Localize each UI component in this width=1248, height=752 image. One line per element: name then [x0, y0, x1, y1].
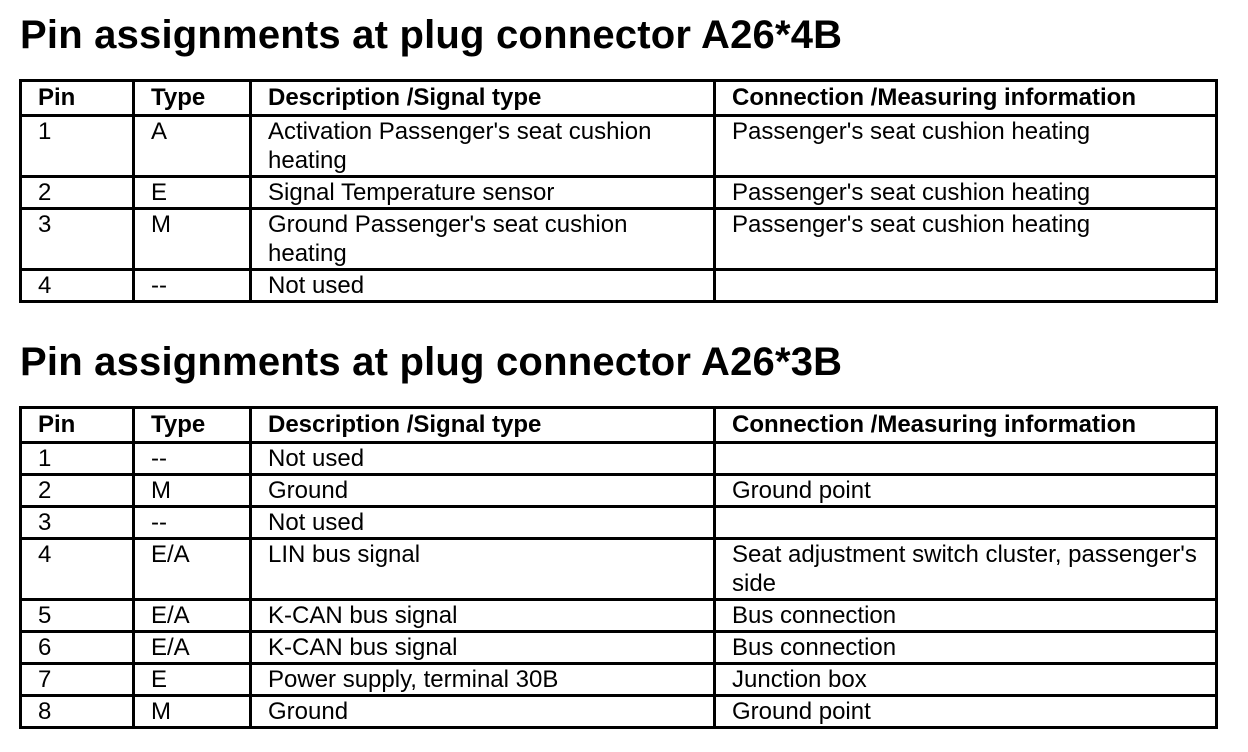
description-cell: LIN bus signal	[251, 539, 715, 600]
description-cell: Signal Temperature sensor	[251, 177, 715, 209]
pin-cell: 5	[21, 600, 134, 632]
type-cell: --	[134, 443, 251, 475]
pin-cell: 4	[21, 539, 134, 600]
table-row	[21, 116, 1217, 177]
description-cell: Activation Passenger's seat cushion heating	[251, 116, 715, 177]
connection-cell: Bus connection	[715, 632, 1217, 664]
connection-cell: Bus connection	[715, 600, 1217, 632]
connection-cell	[715, 507, 1217, 539]
type-cell: --	[134, 507, 251, 539]
type-cell: E/A	[134, 600, 251, 632]
table-row	[21, 507, 1217, 539]
connection-cell: Passenger's seat cushion heating	[715, 177, 1217, 209]
description-cell: Ground	[251, 475, 715, 507]
table-row	[21, 177, 1217, 209]
description-cell: Power supply, terminal 30B	[251, 664, 715, 696]
type-cell: --	[134, 270, 251, 302]
connection-cell	[715, 443, 1217, 475]
column-header-pin: Pin	[21, 81, 134, 116]
pin-cell: 3	[21, 209, 134, 270]
type-cell: E	[134, 664, 251, 696]
column-header-type: Type	[134, 81, 251, 116]
type-cell: M	[134, 209, 251, 270]
type-cell: E/A	[134, 632, 251, 664]
pin-cell: 4	[21, 270, 134, 302]
description-cell: Ground Passenger's seat cushion heating	[251, 209, 715, 270]
table-row	[21, 664, 1217, 696]
column-header-type: Type	[134, 408, 251, 443]
section-title-a26-3b: Pin assignments at plug connector A26*3B	[20, 340, 843, 384]
column-header-description: Description /Signal type	[251, 408, 715, 443]
table-row	[21, 475, 1217, 507]
type-cell: E	[134, 177, 251, 209]
pin-table-a26-3b	[19, 406, 1218, 729]
pin-cell: 3	[21, 507, 134, 539]
pin-cell: 1	[21, 116, 134, 177]
connection-cell	[715, 270, 1217, 302]
table-row	[21, 443, 1217, 475]
type-cell: A	[134, 116, 251, 177]
description-cell: Ground	[251, 696, 715, 728]
table-row	[21, 696, 1217, 728]
column-header-pin: Pin	[21, 408, 134, 443]
pin-cell: 2	[21, 177, 134, 209]
table-header-row	[21, 81, 1217, 116]
column-header-description: Description /Signal type	[251, 81, 715, 116]
pin-cell: 6	[21, 632, 134, 664]
type-cell: M	[134, 475, 251, 507]
table-row	[21, 209, 1217, 270]
connection-cell: Passenger's seat cushion heating	[715, 209, 1217, 270]
connection-cell: Seat adjustment switch cluster, passenger's side	[715, 539, 1217, 600]
type-cell: E/A	[134, 539, 251, 600]
pin-cell: 8	[21, 696, 134, 728]
column-header-connection: Connection /Measuring information	[715, 81, 1217, 116]
table-row	[21, 270, 1217, 302]
description-cell: Not used	[251, 507, 715, 539]
connection-cell: Ground point	[715, 475, 1217, 507]
description-cell: Not used	[251, 443, 715, 475]
description-cell: K-CAN bus signal	[251, 632, 715, 664]
type-cell: M	[134, 696, 251, 728]
connection-cell: Ground point	[715, 696, 1217, 728]
table-header-row	[21, 408, 1217, 443]
table-row	[21, 539, 1217, 600]
connection-cell: Junction box	[715, 664, 1217, 696]
section-title-a26-4b: Pin assignments at plug connector A26*4B	[20, 13, 843, 57]
table-row	[21, 632, 1217, 664]
column-header-connection: Connection /Measuring information	[715, 408, 1217, 443]
table-row	[21, 600, 1217, 632]
pin-table-a26-4b	[19, 79, 1218, 303]
pin-cell: 2	[21, 475, 134, 507]
connection-cell: Passenger's seat cushion heating	[715, 116, 1217, 177]
pin-cell: 1	[21, 443, 134, 475]
description-cell: Not used	[251, 270, 715, 302]
description-cell: K-CAN bus signal	[251, 600, 715, 632]
pin-cell: 7	[21, 664, 134, 696]
